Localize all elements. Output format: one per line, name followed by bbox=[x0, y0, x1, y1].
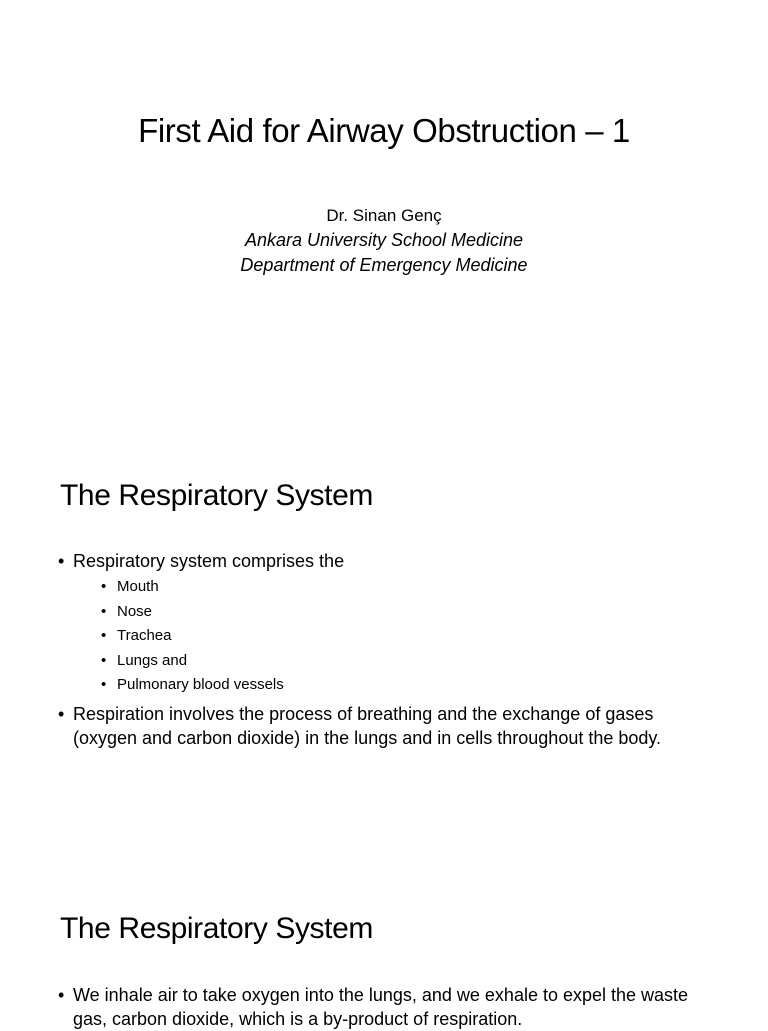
sub-bullet-text: Nose bbox=[117, 602, 153, 620]
sub-bullet-dot-icon: • bbox=[101, 627, 107, 645]
bullet-text: Respiration involves the process of breathing and the exchange of gases (oxygen and carbon dioxide) in the lungs and in cells throughout the body. bbox=[73, 703, 662, 748]
sub-bullet-text: Mouth bbox=[117, 578, 159, 595]
sub-bullet-text: Lungs and bbox=[117, 651, 188, 669]
bullet-item bbox=[58, 549, 698, 698]
slide-title: The Respiratory System bbox=[60, 912, 373, 945]
bullet-list bbox=[58, 549, 698, 750]
sub-bullet-list bbox=[73, 575, 698, 698]
bullet-text: Respiratory system comprises the bbox=[73, 551, 345, 571]
sub-bullet-text: Trachea bbox=[117, 627, 172, 645]
title-slide bbox=[0, 0, 768, 434]
sub-bullet-text: Pulmonary blood vessels bbox=[117, 676, 284, 694]
sub-bullet-item bbox=[101, 624, 698, 649]
respiratory-system-slide-1 bbox=[0, 434, 768, 868]
sub-bullet-dot-icon: • bbox=[101, 602, 107, 620]
respiratory-system-slide-2 bbox=[0, 868, 768, 1029]
sub-bullet-dot-icon: • bbox=[101, 578, 107, 595]
sub-bullet-dot-icon: • bbox=[101, 651, 107, 669]
sub-bullet-item bbox=[101, 600, 698, 625]
bullet-text: We inhale air to take oxygen into the lungs, and we exhale to expel the waste gas, carbon dioxide, which is a by-product of respiration. bbox=[73, 985, 689, 1029]
slide-title: The Respiratory System bbox=[60, 479, 373, 512]
affiliation-department: Department of Emergency Medicine bbox=[240, 255, 528, 275]
presentation-title: First Aid for Airway Obstruction – 1 bbox=[138, 112, 630, 149]
bullet-item bbox=[58, 702, 698, 750]
author-name: Dr. Sinan Genç bbox=[326, 206, 442, 225]
sub-bullet-item bbox=[101, 673, 698, 698]
bullet-dot-icon: • bbox=[58, 985, 65, 1005]
bullet-dot-icon: • bbox=[58, 703, 65, 724]
sub-bullet-item bbox=[101, 649, 698, 674]
sub-bullet-item bbox=[101, 575, 698, 600]
sub-bullet-dot-icon: • bbox=[101, 676, 107, 694]
bullet-dot-icon: • bbox=[58, 551, 65, 571]
affiliation-university: Ankara University School Medicine bbox=[244, 230, 524, 250]
